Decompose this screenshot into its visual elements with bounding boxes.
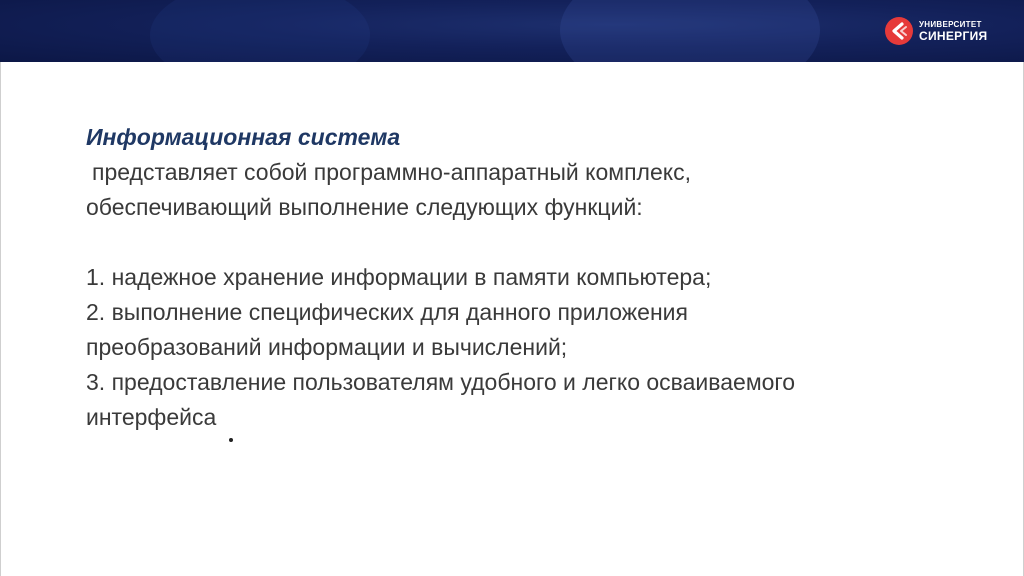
intro-line: обеспечивающий выполнение следующих функций: [86,194,643,220]
header-glow [560,0,820,62]
paragraph-gap [86,225,966,260]
list-line: 2. выполнение специфических для данного приложения [86,299,688,325]
list-line: 1. надежное хранение информации в памяти компьютера; [86,264,712,290]
synergy-logo-icon [884,16,914,46]
list-line: 3. предоставление пользователям удобного и легко осваиваемого [86,369,796,395]
header-glow [150,0,370,62]
logo-line-1: УНИВЕРСИТЕТ [919,19,982,29]
university-logo [884,17,987,45]
list-line: преобразований информации и вычислений; [86,334,568,360]
bullet-dot [229,438,233,442]
intro-line: представляет собой программно-аппаратный комплекс, [92,159,691,185]
logo-line-2: СИНЕРГИЯ [919,28,988,43]
slide-border-left [0,62,1,576]
list-line: интерфейса [86,404,217,430]
logo-text [919,21,987,42]
slide-body [86,120,966,435]
slide-title: Информационная система [86,124,401,150]
header-band [0,0,1024,62]
